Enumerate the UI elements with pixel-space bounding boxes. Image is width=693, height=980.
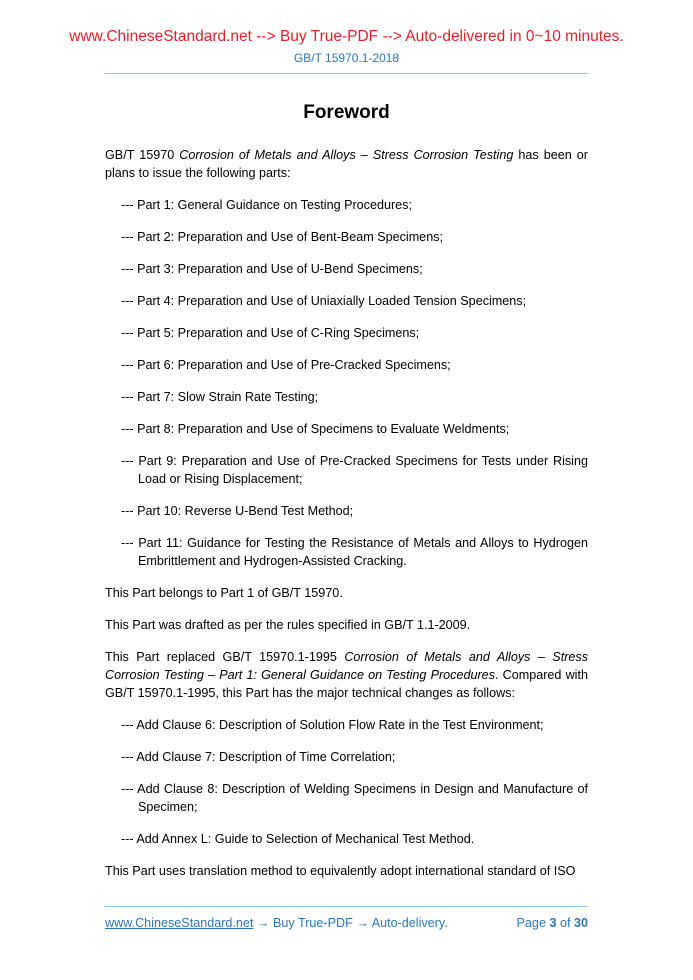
list-item: --- Part 8: Preparation and Use of Specimens to Evaluate Weldments; (121, 422, 510, 436)
header-divider (104, 73, 588, 74)
paragraph: This Part was drafted as per the rules specified in GB/T 1.1-2009. (105, 618, 471, 632)
parts-list (105, 196, 588, 570)
list-item: --- Part 3: Preparation and Use of U-Bend Specimens; (121, 262, 423, 276)
list-item: --- Part 4: Preparation and Use of Uniaxially Loaded Tension Specimens; (121, 294, 527, 308)
list-item: --- Part 9: Preparation and Use of Pre-Cracked Specimens for Tests under Rising Load or Rising Displacement; (121, 454, 588, 486)
list-item: --- Part 5: Preparation and Use of C-Ring Specimens; (121, 326, 420, 340)
total-pages: 30 (573, 916, 588, 930)
document-id: GB/T 15970.1-2018 (293, 51, 400, 65)
page-title: Foreword (303, 102, 390, 123)
footer-divider (104, 906, 588, 907)
list-item: --- Part 10: Reverse U-Bend Test Method; (121, 504, 354, 518)
list-item: --- Add Clause 7: Description of Time Correlation; (121, 750, 396, 764)
document-body (105, 146, 588, 894)
list-item: --- Part 6: Preparation and Use of Pre-Cracked Specimens; (121, 358, 451, 372)
footer (105, 916, 588, 930)
list-item: --- Part 1: General Guidance on Testing Procedures; (121, 198, 412, 212)
replaced-paragraph (105, 648, 588, 702)
promo-banner: www.ChineseStandard.net --> Buy True-PDF --> Auto-delivered in 0~10 minutes. (69, 28, 624, 45)
paragraph: This Part uses translation method to equivalently adopt international standard of ISO (105, 864, 576, 878)
standard-title: Corrosion of Metals and Alloys – Stress Corrosion Testing – Part 1: General Guidance on Testing Procedures (105, 650, 588, 682)
list-item: --- Add Annex L: Guide to Selection of Mechanical Test Method. (121, 832, 475, 846)
intro-paragraph (105, 146, 588, 182)
standard-title: Corrosion of Metals and Alloys – Stress Corrosion Testing (179, 148, 514, 162)
list-item: --- Part 2: Preparation and Use of Bent-Beam Specimens; (121, 230, 443, 244)
list-item: --- Part 11: Guidance for Testing the Resistance of Metals and Alloys to Hydrogen Embrittlement and Hydrogen-Assisted Cracking. (121, 536, 588, 568)
text: GB/T 15970 (105, 148, 180, 162)
footer-text: → Buy True-PDF → Auto-delivery. (253, 916, 448, 930)
text: . Compared with GB/T 15970.1-1995, this Part has the major technical changes as follows: (105, 668, 588, 700)
website-link[interactable]: www.ChineseStandard.net (105, 916, 254, 930)
changes-list (105, 716, 588, 848)
list-item: --- Add Clause 6: Description of Solution Flow Rate in the Test Environment; (121, 718, 544, 732)
paragraph: This Part belongs to Part 1 of GB/T 15970. (105, 586, 343, 600)
list-item: --- Add Clause 8: Description of Welding Specimens in Design and Manufacture of Specimen; (121, 782, 588, 814)
list-item: --- Part 7: Slow Strain Rate Testing; (121, 390, 319, 404)
text: This Part replaced GB/T 15970.1-1995 (105, 650, 345, 664)
text: has been or plans to issue the following parts: (105, 148, 588, 180)
page-number (517, 916, 588, 930)
current-page: 3 (549, 916, 557, 930)
of-label: of (556, 916, 574, 930)
page-label: Page (516, 916, 550, 930)
